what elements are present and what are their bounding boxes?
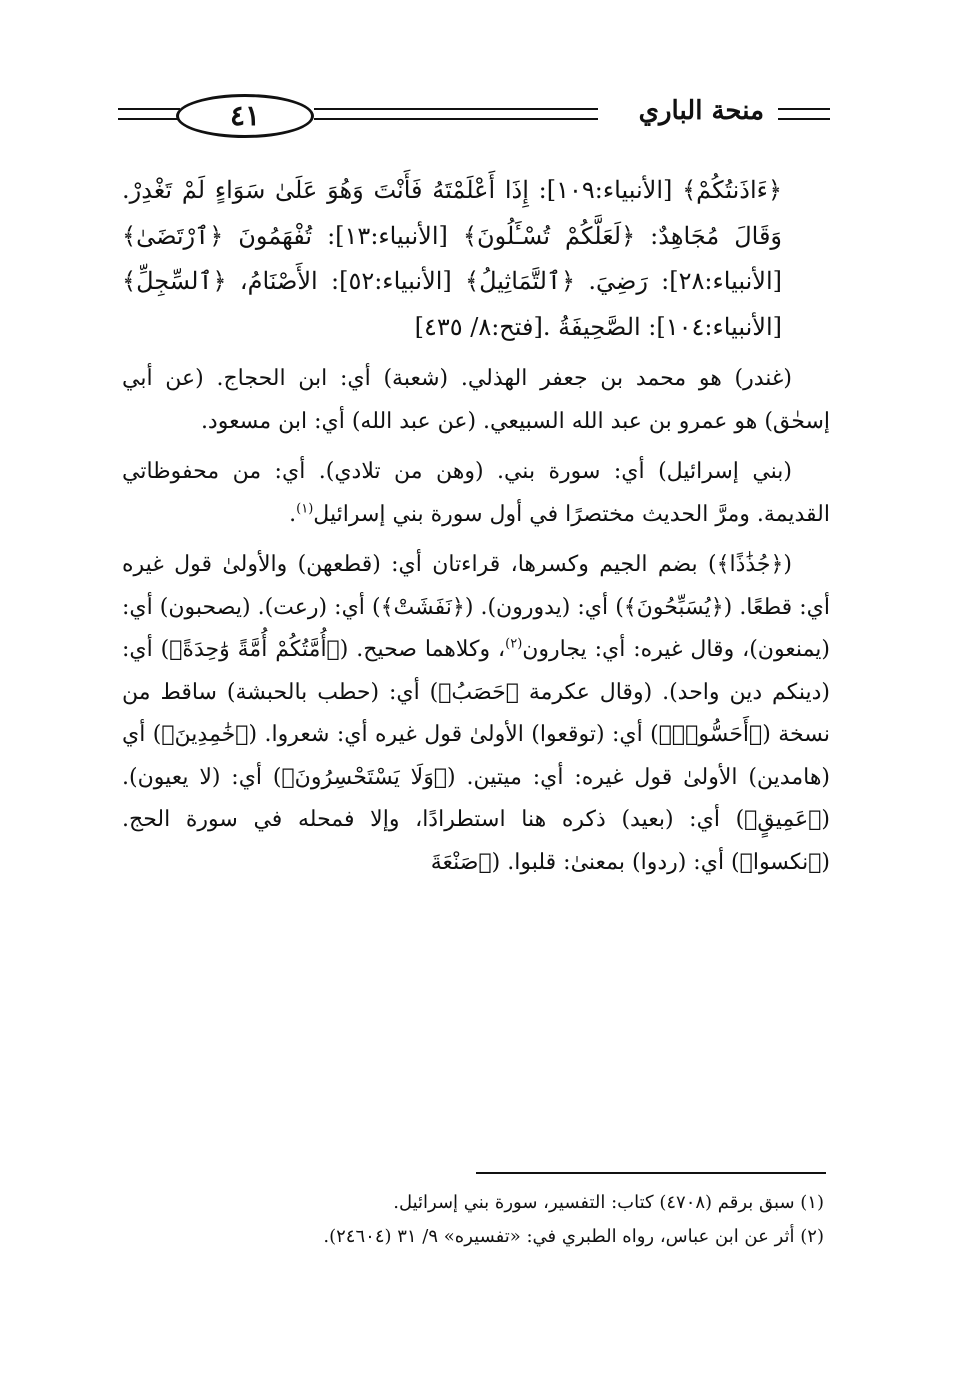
book-title: منحة الباري (638, 96, 764, 126)
header-rule-left-bottom (118, 118, 180, 120)
header-rule-right-bottom (778, 118, 830, 120)
footnote-2: (٢) أثر عن ابن عباس، رواه الطبري في: «تفسيره» ٩/ ٣١ (٢٤٦٠٤). (323, 1226, 824, 1247)
paragraph-text: (بني إسرائيل) أي: سورة بني. (وهن من تلادي). أي: من محفوظاتي القديمة. ومرَّ الحديث مختصرًا في أول سورة بني إسرائيل (122, 459, 830, 527)
page-number-badge (176, 94, 314, 138)
footnote-separator (476, 1172, 826, 1174)
header-rule-right-top (778, 108, 830, 110)
footnotes (122, 1186, 830, 1254)
paragraph-end: . (289, 501, 297, 527)
paragraph-text: (﴿جُذَٰذًا﴾) بضم الجيم وكسرها، قراءتان أي: (قطعهن) والأولىٰ قول غيره أي: قطعًا. (﴿يُسَبِّحُونَ﴾) أي: (يدورون). (﴿نَفَشَتْ﴾) أي: (رعت). (يصحبون) أي: (يمنعون)، وقال غيره: أي: يجارون (122, 552, 830, 662)
paragraph-bani-israil (122, 451, 830, 536)
paragraph-narrators: (غندر) هو محمد بن جعفر الهذلي. (شعبة) أي: ابن الحجاج. (عن أبي إسحٰق) هو عمرو بن عبد الله السبيعي. (عن عبد الله) أي: ابن مسعود. (122, 366, 830, 434)
main-text (122, 168, 830, 884)
header-rule-left-top (118, 108, 180, 110)
footnote-1: (١) سبق برقم (٤٧٠٨) كتاب: التفسير، سورة بني إسرائيل. (393, 1192, 824, 1213)
paragraph-vocabulary (122, 544, 830, 884)
paragraph-text-continued: ، وكلاهما صحيح. (﴿أُمَّتُكُمْ أُمَّةً وَٰحِدَةً﴾) أي: (دينكم دين واحد). (وقال عكرمة ﴿حَصَبُ﴾) أي: (حطب بالحبشة) ساقط من نسخة (﴿أَحَسُّوا۟﴾) أي: (توقعوا) الأولىٰ قول غيره أي: شعروا. (﴿خَٰمِدِينَ﴾) أي (هامدين) الأولىٰ قول غيره: أي: ميتين. (﴿وَلَا يَسْتَحْسِرُونَ﴾) أي: (لا يعيون). (﴿عَمِيقٍ﴾) أي: (بعيد) ذكره هنا استطرادًا، وإلا فمحله في سورة الحج. (﴿نكسوا﴾) أي: (ردوا) بمعنىٰ: قلبوا. (﴿صَنْعَةَ (122, 637, 831, 875)
footnote-ref-1[interactable]: (١) (296, 501, 314, 517)
page-header (118, 88, 830, 144)
footnote-ref-2[interactable]: (٢) (505, 636, 523, 652)
header-rule-middle-top (314, 108, 598, 110)
header-rule-middle-bottom (314, 118, 598, 120)
quran-commentary-block: ﴿ءَاذَنتُكُمْ﴾ [الأنبياء:١٠٩]: إِذَا أَعْلَمْتَهُ فَأَنْتَ وَهُوَ عَلَىٰ سَوَاءٍ لَمْ تَغْدِرْ. وَقَالَ مُجَاهِدٌ: ﴿لَعَلَّكُمْ تُسْـَٔلُونَ﴾ [الأنبياء:١٣]: تُفْهَمُونَ ﴿ٱرْتَضَىٰ﴾ [الأنبياء:٢٨]: رَضِيَ. ﴿ٱلتَّمَاثِيلُ﴾ [الأنبياء:٥٢]: الأَصْنَامُ، ﴿ٱلسِّجِلِّ﴾ [الأنبياء:١٠٤]: الصَّحِيفَةُ .[فتح:٨/ ٤٣٥] (122, 176, 783, 341)
page-number: ٤١ (229, 99, 261, 132)
